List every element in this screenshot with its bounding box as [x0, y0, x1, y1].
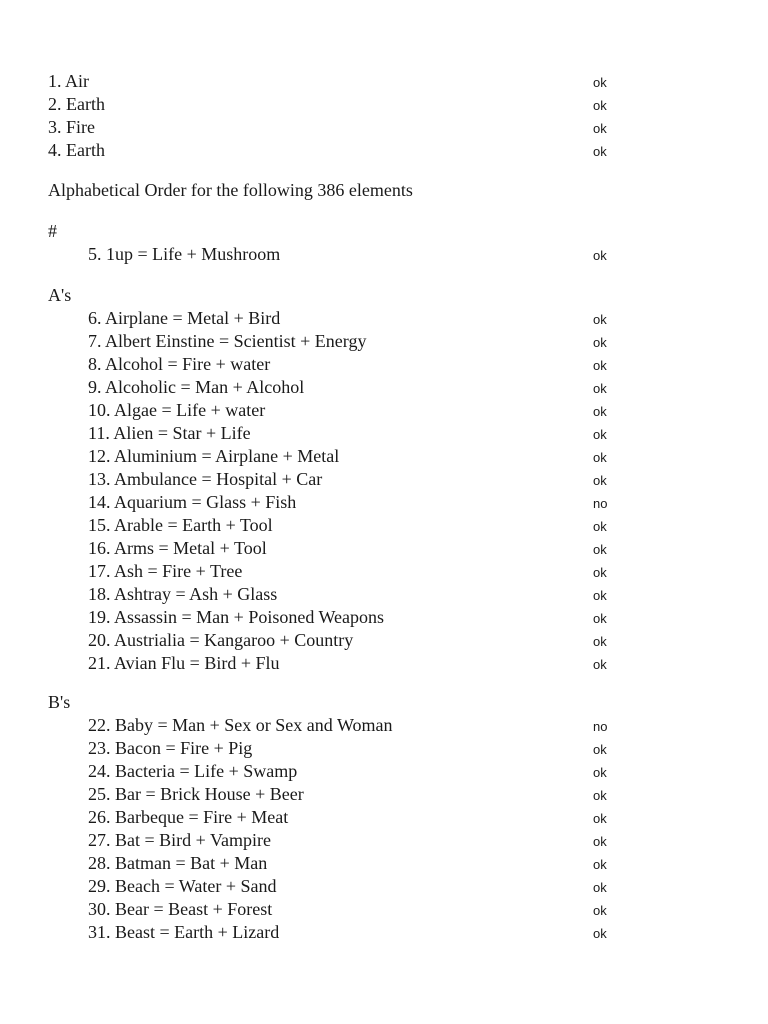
list-item	[0, 116, 768, 139]
item-text: 18. Ashtray = Ash + Glass	[88, 584, 278, 604]
item-status: ok	[593, 121, 607, 136]
list-item	[0, 606, 768, 629]
item-status: ok	[593, 788, 607, 803]
section-heading-text: A's	[48, 285, 72, 305]
list-item	[0, 422, 768, 445]
item-status: ok	[593, 811, 607, 826]
item-text: 10. Algae = Life + water	[88, 400, 266, 420]
item-status: ok	[593, 473, 607, 488]
item-status: ok	[593, 427, 607, 442]
list-item	[0, 783, 768, 806]
item-status: ok	[593, 144, 607, 159]
section-heading-text: B's	[48, 692, 71, 712]
list-item	[0, 93, 768, 116]
section-heading	[0, 220, 768, 243]
item-text: 21. Avian Flu = Bird + Flu	[88, 653, 280, 673]
item-text: 4. Earth	[48, 140, 105, 160]
item-status: ok	[593, 98, 607, 113]
item-status: no	[593, 496, 608, 511]
item-status: ok	[593, 75, 607, 90]
item-text: 11. Alien = Star + Life	[88, 423, 251, 443]
item-text: 25. Bar = Brick House + Beer	[88, 784, 304, 804]
item-text: 2. Earth	[48, 94, 105, 114]
list-item	[0, 330, 768, 353]
item-text: 7. Albert Einstine = Scientist + Energy	[88, 331, 367, 351]
list-item	[0, 445, 768, 468]
item-text: 13. Ambulance = Hospital + Car	[88, 469, 323, 489]
item-text: 6. Airplane = Metal + Bird	[88, 308, 281, 328]
list-item	[0, 806, 768, 829]
list-item	[0, 399, 768, 422]
item-text: 16. Arms = Metal + Tool	[88, 538, 267, 558]
list-item	[0, 852, 768, 875]
item-text: 31. Beast = Earth + Lizard	[88, 922, 280, 942]
item-status: no	[593, 719, 608, 734]
item-status: ok	[593, 588, 607, 603]
item-status: ok	[593, 335, 607, 350]
item-status: ok	[593, 565, 607, 580]
item-status: ok	[593, 358, 607, 373]
list-item	[0, 353, 768, 376]
item-text: 24. Bacteria = Life + Swamp	[88, 761, 298, 781]
list-item	[0, 737, 768, 760]
item-text: 29. Beach = Water + Sand	[88, 876, 277, 896]
item-status: ok	[593, 903, 607, 918]
section-heading	[0, 284, 768, 307]
section-heading-text: #	[48, 221, 57, 241]
item-text: 15. Arable = Earth + Tool	[88, 515, 273, 535]
item-text: 17. Ash = Fire + Tree	[88, 561, 243, 581]
item-status: ok	[593, 880, 607, 895]
intro-line	[0, 179, 768, 202]
item-text: 14. Aquarium = Glass + Fish	[88, 492, 297, 512]
section-heading	[0, 691, 768, 714]
list-item	[0, 583, 768, 606]
item-text: 30. Bear = Beast + Forest	[88, 899, 273, 919]
item-text: 1. Air	[48, 71, 90, 91]
list-item	[0, 307, 768, 330]
list-item	[0, 652, 768, 675]
item-status: ok	[593, 857, 607, 872]
item-status: ok	[593, 248, 607, 263]
item-text: 5. 1up = Life + Mushroom	[88, 244, 281, 264]
list-item	[0, 468, 768, 491]
list-item	[0, 921, 768, 944]
list-item	[0, 139, 768, 162]
item-status: ok	[593, 742, 607, 757]
list-item	[0, 70, 768, 93]
item-status: ok	[593, 834, 607, 849]
list-item	[0, 898, 768, 921]
item-text: 22. Baby = Man + Sex or Sex and Woman	[88, 715, 393, 735]
item-status: ok	[593, 542, 607, 557]
item-status: ok	[593, 634, 607, 649]
item-status: ok	[593, 611, 607, 626]
item-text: 9. Alcoholic = Man + Alcohol	[88, 377, 305, 397]
item-text: 12. Aluminium = Airplane + Metal	[88, 446, 340, 466]
list-item	[0, 537, 768, 560]
list-item	[0, 875, 768, 898]
item-text: 23. Bacon = Fire + Pig	[88, 738, 253, 758]
list-item	[0, 560, 768, 583]
list-item	[0, 243, 768, 266]
list-item	[0, 629, 768, 652]
item-text: 3. Fire	[48, 117, 95, 137]
item-status: ok	[593, 450, 607, 465]
intro-text: Alphabetical Order for the following 386 elements	[48, 180, 413, 200]
item-status: ok	[593, 381, 607, 396]
item-text: 27. Bat = Bird + Vampire	[88, 830, 271, 850]
item-status: ok	[593, 926, 607, 941]
list-item	[0, 714, 768, 737]
item-status: ok	[593, 765, 607, 780]
list-item	[0, 829, 768, 852]
list-item	[0, 760, 768, 783]
list-item	[0, 376, 768, 399]
item-text: 8. Alcohol = Fire + water	[88, 354, 271, 374]
list-item	[0, 491, 768, 514]
item-status: ok	[593, 312, 607, 327]
item-status: ok	[593, 404, 607, 419]
list-item	[0, 514, 768, 537]
item-status: ok	[593, 657, 607, 672]
item-text: 19. Assassin = Man + Poisoned Weapons	[88, 607, 385, 627]
item-text: 20. Austrialia = Kangaroo + Country	[88, 630, 354, 650]
item-text: 26. Barbeque = Fire + Meat	[88, 807, 289, 827]
item-status: ok	[593, 519, 607, 534]
item-text: 28. Batman = Bat + Man	[88, 853, 268, 873]
